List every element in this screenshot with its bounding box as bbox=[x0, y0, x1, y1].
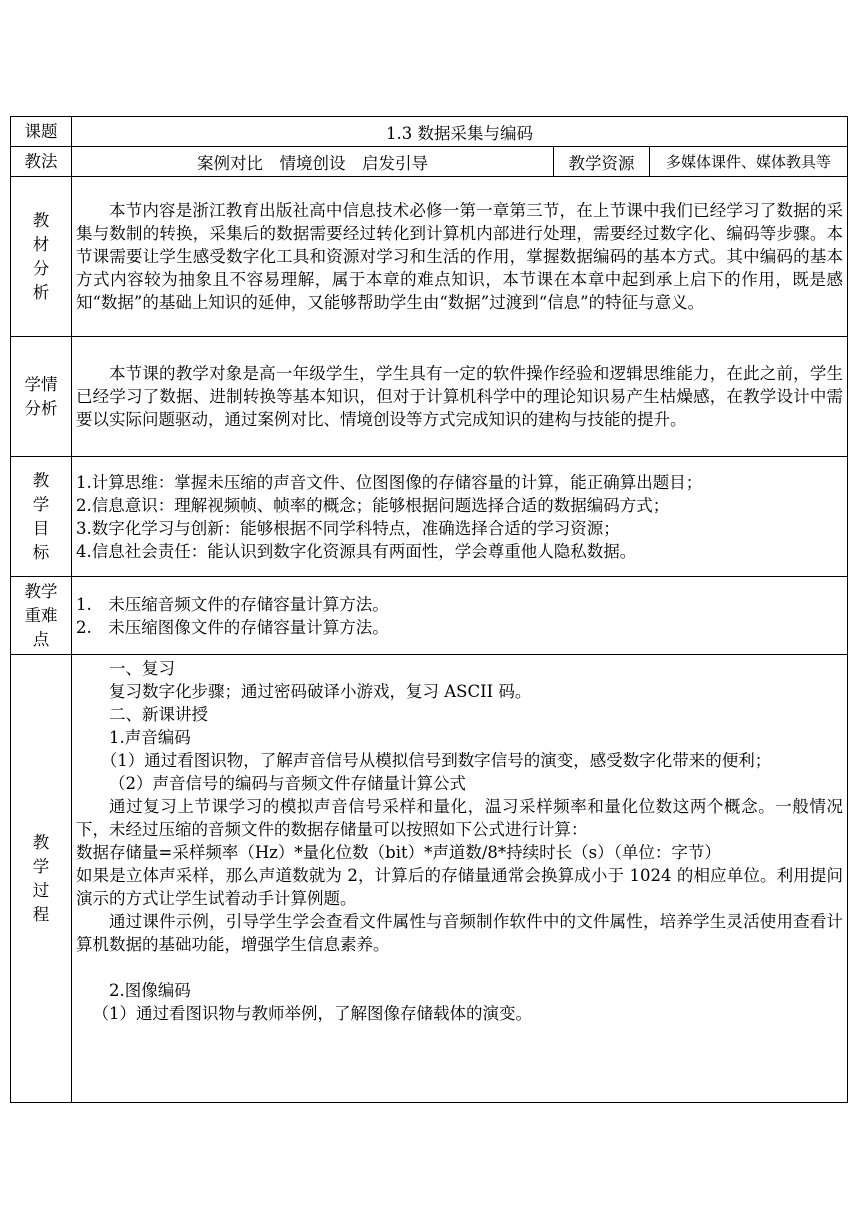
process-label-char: 过 bbox=[32, 880, 50, 900]
key-points-content bbox=[72, 577, 848, 655]
material-label-char: 析 bbox=[32, 282, 50, 302]
goal-item: 2.信息意识：理解视频帧、帧率的概念；能够根据问题选择合适的数据编码方式； bbox=[76, 495, 670, 515]
learner-label bbox=[11, 337, 72, 457]
material-label bbox=[11, 177, 72, 337]
process-label-char: 学 bbox=[32, 856, 50, 876]
sound-step-2-text: 通过复习上节课学习的模拟声音信号采样和量化，温习采样频率和量化位数这两个概念。一般情况下，未经过压缩的音频文件的数据存储量可以按照如下公式进行计算： bbox=[76, 797, 843, 839]
lesson-plan-page bbox=[10, 116, 847, 1103]
process-label-char: 教 bbox=[32, 832, 50, 852]
goals-label bbox=[11, 457, 72, 577]
goal-item: 1.计算思维：掌握未压缩的声音文件、位图图像的存储容量的计算，能正确算出题目； bbox=[76, 472, 703, 492]
material-label-char: 分 bbox=[32, 258, 50, 278]
lesson-plan-table bbox=[10, 116, 848, 1103]
material-label-char: 材 bbox=[32, 234, 50, 254]
learner-text: 本节课的教学对象是高一年级学生，学生具有一定的软件操作经验和逻辑思维能力，在此之前，学生已经学习了数据、进制转换等基本知识，但对于计算机科学中的理论知识易产生枯燥感，在教学设计中需要以实际问题驱动，通过案例对比、情境创设等方式完成知识的建构与技能的提升。 bbox=[76, 364, 843, 429]
sound-step-1: （1）通过看图识物，了解声音信号从模拟信号到数字信号的演变，感受数字化带来的便利； bbox=[100, 751, 772, 770]
goal-item: 3.数字化学习与创新：能够根据不同学科特点，准确选择合适的学习资源； bbox=[76, 518, 620, 538]
key-points-label-line: 教学 bbox=[24, 581, 58, 601]
goals-content bbox=[72, 457, 848, 577]
courseware-text: 通过课件示例，引导学生学会查看文件属性与音频制作软件中的文件属性，培养学生灵活使用查看计算机数据的基础功能，增强学生信息素养。 bbox=[76, 912, 843, 954]
topic-label: 课题 bbox=[11, 117, 72, 147]
storage-formula: 数据存储量=采样频率（Hz）*量化位数（bit）*声道数/8*持续时长（s）（单位：字节） bbox=[76, 843, 721, 862]
key-points-label-line: 点 bbox=[32, 629, 50, 649]
learner-label-line: 学情 bbox=[24, 374, 58, 394]
goals-label-char: 目 bbox=[32, 518, 50, 538]
learner-content bbox=[72, 337, 848, 457]
key-points-label-line: 重难 bbox=[24, 605, 58, 625]
key-points-row bbox=[11, 577, 848, 655]
resource-label: 教学资源 bbox=[554, 147, 650, 177]
key-point-item: 1. 未压缩音频文件的存储容量计算方法。 bbox=[76, 594, 389, 614]
review-text: 复习数字化步骤；通过密码破译小游戏，复习 ASCII 码。 bbox=[109, 682, 532, 701]
method-label: 教法 bbox=[11, 147, 72, 177]
learner-row bbox=[11, 337, 848, 457]
topic-value: 1.3 数据采集与编码 bbox=[72, 117, 848, 147]
method-value: 案例对比 情境创设 启发引导 bbox=[72, 147, 554, 177]
review-heading: 一、复习 bbox=[109, 659, 175, 678]
material-content bbox=[72, 177, 848, 337]
key-points-label bbox=[11, 577, 72, 655]
topic-row bbox=[11, 117, 848, 147]
material-text: 本节内容是浙江教育出版社高中信息技术必修一第一章第三节，在上节课中我们已经学习了数据的采集与数制的转换，采集后的数据需要经过转化到计算机内部进行处理，需要经过数字化、编码等步骤。本节课需要让学生感受数字化工具和资源对学习和生活的作用，掌握数据编码的基本方式。其中编码的基本方式内容较为抽象且不容易理解，属于本章的难点知识，本节课在本章中起到承上启下的作用，既是感知“数据”的基础上知识的延伸，又能够帮助学生由“数据”过渡到“信息”的特征与意义。 bbox=[76, 201, 843, 312]
sound-coding-heading: 1.声音编码 bbox=[109, 728, 191, 747]
method-row bbox=[11, 147, 848, 177]
goal-item: 4.信息社会责任：能认识到数字化资源具有两面性，学会尊重他人隐私数据。 bbox=[76, 541, 637, 561]
process-label-char: 程 bbox=[32, 904, 50, 924]
image-step-1: （1）通过看图识物与教师举例，了解图像存储载体的演变。 bbox=[92, 1004, 532, 1023]
stereo-text: 如果是立体声采样，那么声道数就为 2，计算后的存储量通常会换算成小于 1024 的相应单位。利用提问演示的方式让学生试着动手计算例题。 bbox=[76, 866, 843, 908]
process-row bbox=[11, 655, 848, 1103]
resource-value: 多媒体课件、媒体教具等 bbox=[650, 147, 848, 177]
process-label bbox=[11, 655, 72, 1103]
learner-label-line: 分析 bbox=[24, 398, 58, 418]
process-content bbox=[72, 655, 848, 1103]
new-lesson-heading: 二、新课讲授 bbox=[109, 705, 208, 724]
key-point-item: 2. 未压缩图像文件的存储容量计算方法。 bbox=[76, 617, 389, 637]
material-label-char: 教 bbox=[32, 210, 50, 230]
blank-line bbox=[76, 956, 843, 979]
sound-step-2-heading: （2）声音信号的编码与音频文件存储量计算公式 bbox=[109, 774, 466, 793]
goals-label-char: 教 bbox=[32, 470, 50, 490]
image-coding-heading: 2.图像编码 bbox=[109, 981, 191, 1000]
material-row bbox=[11, 177, 848, 337]
goals-label-char: 学 bbox=[32, 494, 50, 514]
goals-label-char: 标 bbox=[32, 542, 50, 562]
goals-row bbox=[11, 457, 848, 577]
